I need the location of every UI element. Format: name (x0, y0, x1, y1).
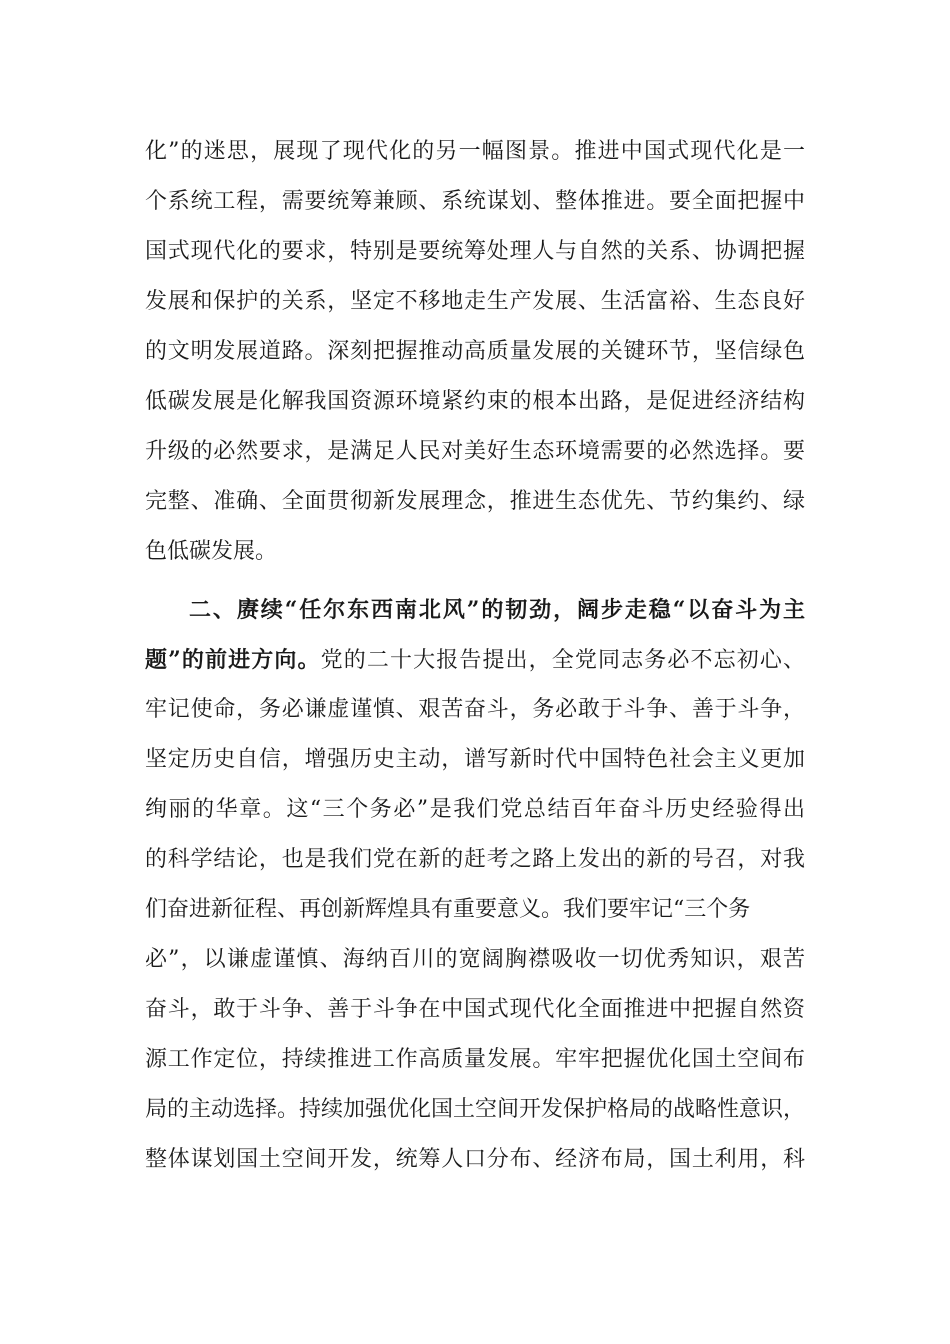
paragraph-2-line-2 (145, 640, 805, 680)
paragraph-1-line-9: 色低碳发展。 (145, 539, 278, 564)
paragraph-2-line-9: 奋斗，敢于斗争、善于斗争在中国式现代化全面推进中把握自然资 (145, 997, 805, 1022)
paragraph-2-line-7: 们奋进新征程、再创新辉煌具有重要意义。我们要牢记“三个务 (145, 897, 751, 922)
paragraph-2-line-5: 绚丽的华章。这“三个务必”是我们党总结百年奋斗历史经验得出 (145, 797, 805, 822)
paragraph-2-line-3: 牢记使命，务必谦虚谨慎、艰苦奋斗，务必敢于斗争、善于斗争， (145, 697, 805, 722)
paragraph-1-line-4: 发展和保护的关系，坚定不移地走生产发展、生活富裕、生态良好 (145, 289, 805, 314)
section-heading-line-1: 二、赓续“任尔东西南北风”的韧劲，阔步走稳“以奋斗为主 (189, 597, 805, 623)
paragraph-2-line-2-text: 党的二十大报告提出，全党同志务必不忘初心、 (320, 648, 805, 673)
section-heading-line-2: 题”的前进方向。 (145, 647, 321, 673)
paragraph-2-line-10: 源工作定位，持续推进工作高质量发展。牢牢把握优化国土空间布 (145, 1047, 805, 1072)
paragraph-1-line-7: 升级的必然要求，是满足人民对美好生态环境需要的必然选择。要 (145, 439, 805, 464)
paragraph-2-line-11: 局的主动选择。持续加强优化国土空间开发保护格局的战略性意识， (145, 1097, 806, 1122)
paragraph-2-line-12: 整体谋划国土空间开发，统筹人口分布、经济布局，国土利用，科 (145, 1147, 805, 1172)
paragraph-2-line-8: 必”，以谦虚谨慎、海纳百川的宽阔胸襟吸收一切优秀知识，艰苦 (145, 947, 805, 972)
paragraph-1-line-6: 低碳发展是化解我国资源环境紧约束的根本出路，是促进经济结构 (145, 389, 805, 414)
paragraph-1-line-3: 国式现代化的要求，特别是要统筹处理人与自然的关系、协调把握 (145, 239, 805, 264)
paragraph-2-line-6: 的科学结论，也是我们党在新的赶考之路上发出的新的号召，对我 (145, 847, 805, 872)
paragraph-1-line-2: 个系统工程，需要统筹兼顾、系统谋划、整体推进。要全面把握中 (145, 189, 805, 214)
paragraph-2-line-4: 坚定历史自信，增强历史主动，谱写新时代中国特色社会主义更加 (145, 747, 805, 772)
paragraph-1-line-1: 化”的迷思，展现了现代化的另一幅图景。推进中国式现代化是一 (145, 139, 805, 164)
paragraph-1-line-5: 的文明发展道路。深刻把握推动高质量发展的关键环节，坚信绿色 (145, 339, 805, 364)
paragraph-1-line-8: 完整、准确、全面贯彻新发展理念，推进生态优先、节约集约、绿 (145, 489, 805, 514)
